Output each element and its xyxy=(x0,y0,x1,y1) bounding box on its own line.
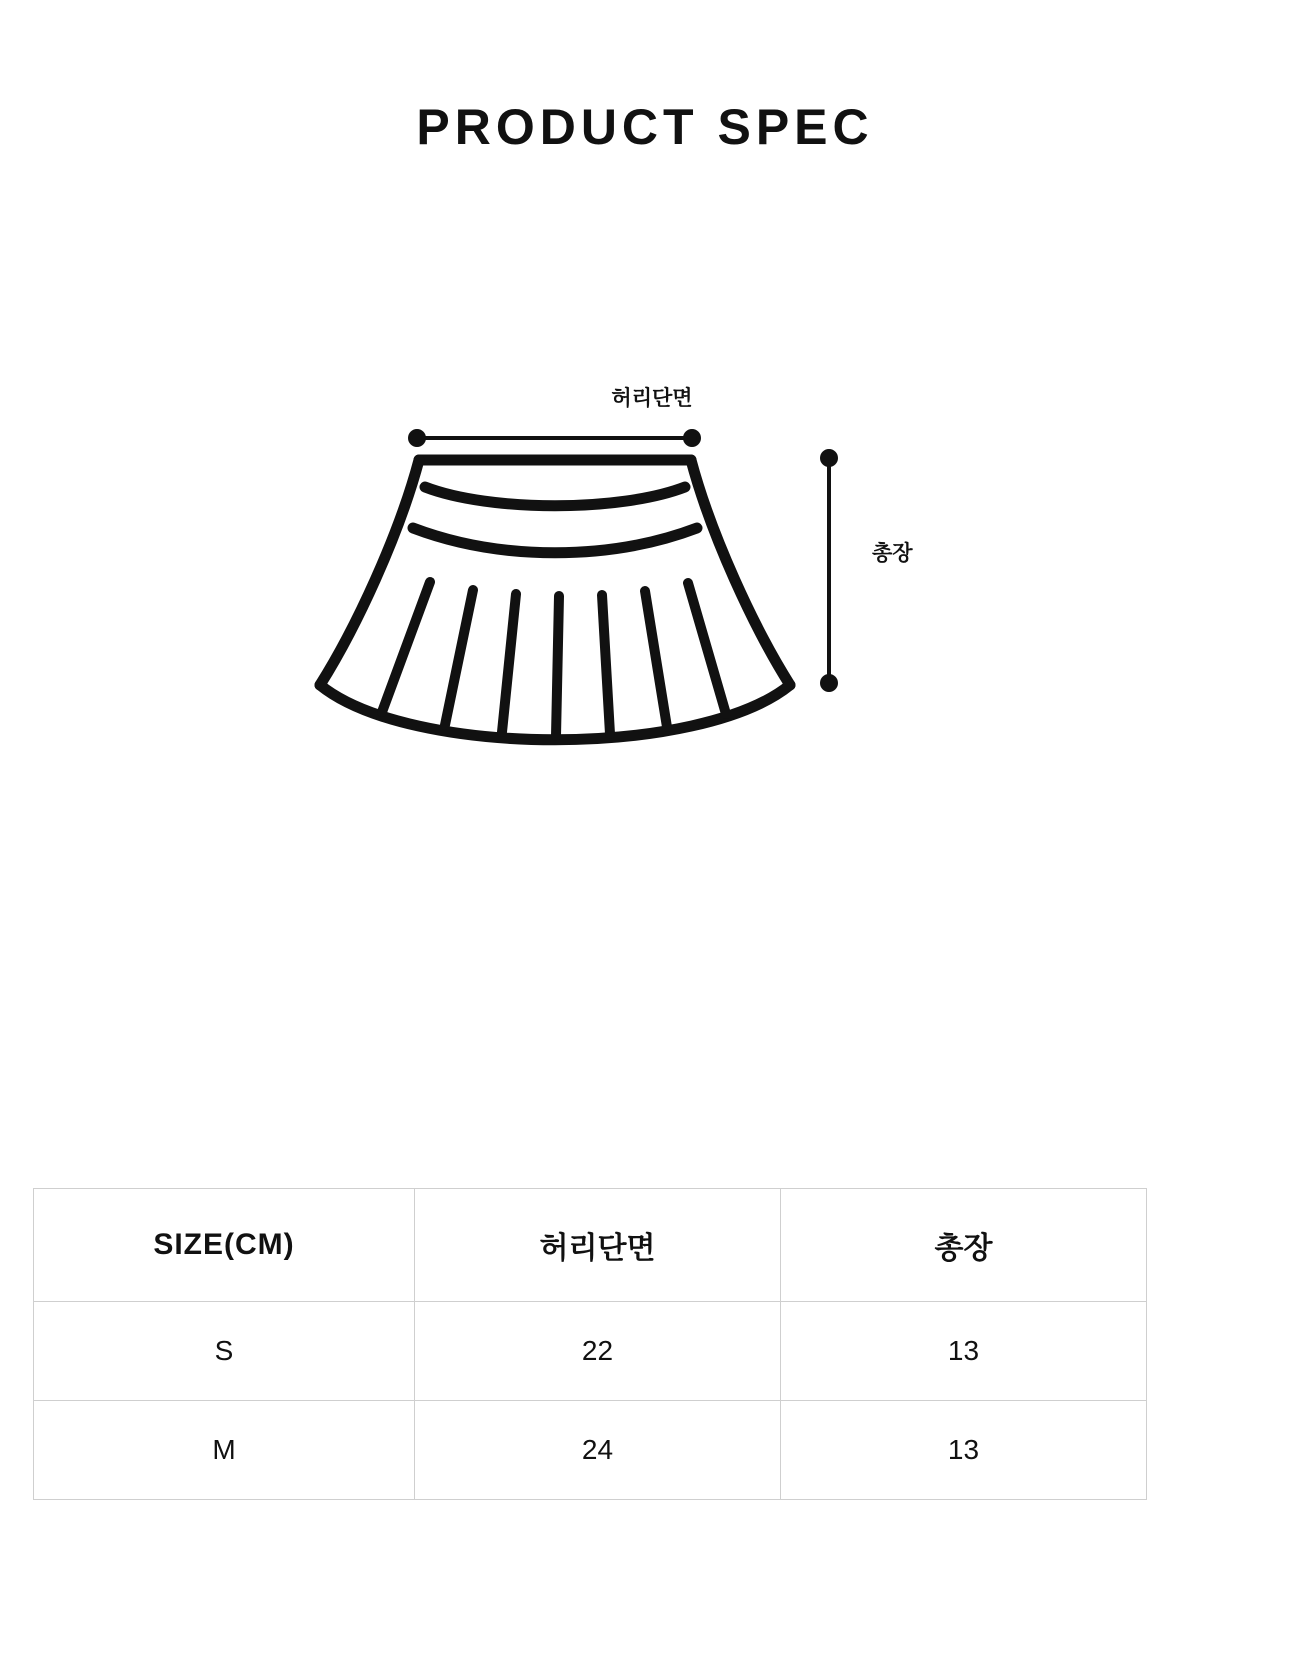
skirt-illustration-icon xyxy=(0,360,1290,820)
cell-waist: 24 xyxy=(415,1401,781,1500)
cell-length: 13 xyxy=(781,1401,1147,1500)
cell-waist: 22 xyxy=(415,1302,781,1401)
length-measure-label: 총장 xyxy=(872,542,913,565)
table-row xyxy=(34,1302,1147,1401)
column-header-size: SIZE(CM) xyxy=(34,1189,415,1302)
cell-length: 13 xyxy=(781,1302,1147,1401)
product-spec-diagram xyxy=(0,360,1290,820)
cell-size: S xyxy=(34,1302,415,1401)
waist-measure-label: 허리단면 xyxy=(611,387,693,410)
column-header-waist: 허리단면 xyxy=(415,1189,781,1302)
column-header-length: 총장 xyxy=(781,1189,1147,1302)
size-table xyxy=(33,1188,1147,1500)
table-row xyxy=(34,1401,1147,1500)
table-header-row xyxy=(34,1189,1147,1302)
page-title: PRODUCT SPEC xyxy=(416,99,874,155)
cell-size: M xyxy=(34,1401,415,1500)
